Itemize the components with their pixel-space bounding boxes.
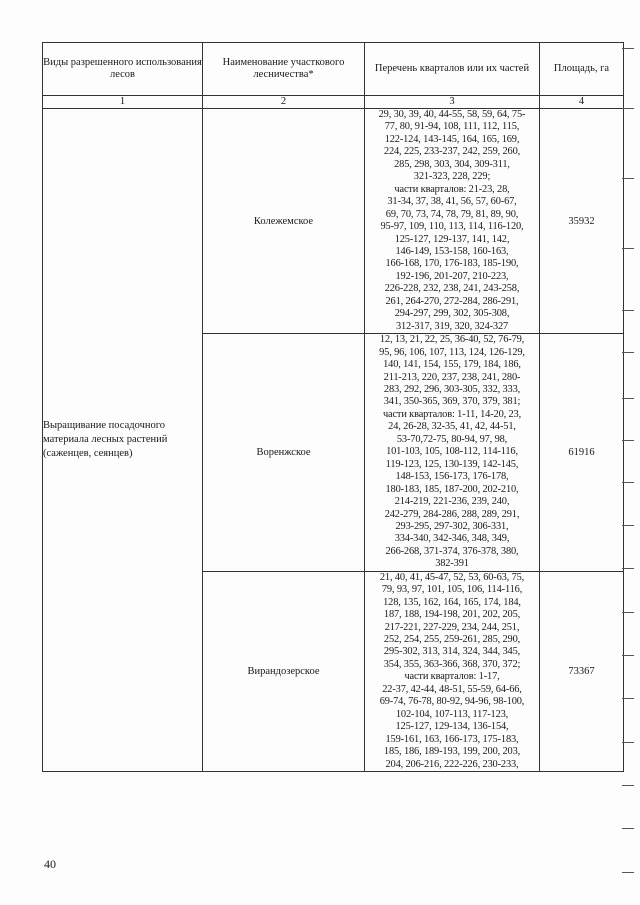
margin-tick [622,178,634,179]
quarter-line: 295-302, 313, 314, 324, 344, 345, [383,646,521,658]
quarter-line: 185, 186, 189-193, 199, 200, 203, [383,746,521,758]
quarter-line: части кварталов: 1-17, [404,671,500,683]
header-area: Площадь, га [540,43,624,96]
column-number-4: 4 [540,96,624,109]
margin-tick [622,698,634,699]
quarter-line: 293-295, 297-302, 306-331, [395,520,509,532]
margin-tick [622,612,634,613]
quarter-line: 192-196, 201-207, 210-223, [395,270,509,282]
quarter-line: 148-153, 156-173, 176-178, [395,471,509,483]
quarter-line: 140, 141, 154, 155, 179, 184, 186, [383,359,521,371]
quarter-line: 211-213, 220, 237, 238, 241, 280- [383,371,521,383]
header-forestry: Наименование участкового лесничества* [203,43,365,96]
quarter-line: 24, 26-28, 32-35, 41, 42, 44-51, [388,421,516,433]
quarters-list [365,571,540,771]
quarter-line: 77, 80, 91-94, 108, 111, 112, 115, [384,121,520,133]
quarter-line: 31-34, 37, 38, 41, 56, 57, 60-67, [387,196,517,208]
quarter-line: 214-219, 221-236, 239, 240, [394,496,510,508]
quarter-line: 224, 225, 233-237, 242, 259, 260, [383,146,521,158]
quarter-line: 252, 254, 255, 259-261, 285, 290, [383,634,521,646]
quarter-line: 261, 264-270, 272-284, 286-291, [385,295,519,307]
margin-tick [622,655,634,656]
quarter-line: 294-297, 299, 302, 305-308, [394,308,510,320]
quarter-line: 354, 355, 363-366, 368, 370, 372; [383,658,521,670]
quarter-line: 53-70,72-75, 80-94, 97, 98, [396,433,508,445]
quarter-line: 95, 96, 106, 107, 113, 124, 126-129, [379,346,525,358]
quarter-line: части кварталов: 21-23, 28, [394,183,510,195]
quarter-line: 341, 350-365, 369, 370, 379, 381; [383,396,521,408]
quarter-line: 382-391 [435,558,469,570]
area-value: 35932 [540,109,624,334]
margin-tick [622,785,634,786]
allowed-uses-table [42,42,624,772]
margin-tick [622,568,634,569]
quarter-line: 242-279, 284-286, 288, 289, 291, [384,508,520,520]
margin-tick [622,248,634,249]
quarter-line: 125-127, 129-137, 141, 142, [394,233,510,245]
quarter-line: 204, 206-216, 222-226, 230-233, [385,758,519,770]
quarter-line: 69-74, 76-78, 80-92, 94-96, 98-100, [379,696,525,708]
quarter-line: 12, 13, 21, 22, 25, 36-40, 52, 76-79, [379,334,525,346]
quarter-line: 217-221, 227-229, 234, 244, 251, [384,621,520,633]
quarter-line: 159-161, 163, 166-173, 175-183, [385,733,519,745]
margin-tick [622,872,634,873]
quarters-list [365,334,540,572]
header-use-type: Виды разрешенного использования лесов [43,43,203,96]
margin-tick [622,525,634,526]
forestry-name: Вирандозерское [203,571,365,771]
column-number-1: 1 [43,96,203,109]
margin-tick [622,482,634,483]
margin-tick [622,48,634,49]
margin-tick [622,742,634,743]
quarter-line: 95-97, 109, 110, 113, 114, 116-120, [380,221,524,233]
area-value: 73367 [540,571,624,771]
quarter-line: 166-168, 170, 176-183, 185-190, [385,258,519,270]
header-quarters: Перечень кварталов или их частей [365,43,540,96]
quarter-line: 180-183, 185, 187-200, 202-210, [385,483,519,495]
quarter-line: 283, 292, 296, 303-305, 332, 333, [383,383,521,395]
column-number-3: 3 [365,96,540,109]
area-value: 61916 [540,334,624,572]
column-number-row [43,96,624,109]
margin-tick [622,398,634,399]
quarter-line: 128, 135, 162, 164, 165, 174, 184, [383,596,521,608]
quarter-line: 312-317, 319, 320, 324-327 [395,320,509,332]
quarter-line: 321-323, 228, 229; [413,171,491,183]
quarter-line: 29, 30, 39, 40, 44-55, 58, 59, 64, 75- [378,109,526,120]
table-header-row [43,43,624,96]
quarter-line: 285, 298, 303, 304, 309-311, [394,158,510,170]
quarter-line: части кварталов: 1-11, 14-20, 23, [382,408,522,420]
quarter-line: 119-123, 125, 130-139, 142-145, [385,458,519,470]
column-number-2: 2 [203,96,365,109]
table-row-kolezhemskoe [43,109,624,334]
quarter-line: 334-340, 342-346, 348, 349, [394,533,510,545]
margin-tick [622,352,634,353]
quarter-line: 266-268, 371-374, 376-378, 380, [385,545,519,557]
quarter-line: 226-228, 232, 238, 241, 243-258, [384,283,520,295]
quarter-line: 69, 70, 73, 74, 78, 79, 81, 89, 90, [385,208,519,220]
quarter-line: 102-104, 107-113, 117-123, [395,708,509,720]
quarter-line: 22-37, 42-44, 48-51, 55-59, 64-66, [382,683,522,695]
quarter-line: 187, 188, 194-198, 201, 202, 205, [383,609,521,621]
quarter-line: 122-124, 143-145, 164, 165, 169, [384,133,520,145]
margin-tick [622,310,634,311]
margin-tick [622,828,634,829]
page-number: 40 [44,857,56,871]
quarters-list [365,109,540,334]
use-type-cell: Выращивание посадочного материала лесных растений (саженцев, сеянцев) [43,109,203,772]
scan-margin-marks [616,0,640,905]
forestry-name: Воренжское [203,334,365,572]
quarter-line: 146-149, 153-158, 160-163, [395,245,509,257]
forestry-name: Колежемское [203,109,365,334]
margin-tick [622,440,634,441]
quarter-line: 125-127, 129-134, 136-154, [395,721,509,733]
margin-tick [622,108,634,109]
quarter-line: 79, 93, 97, 101, 105, 106, 114-116, [381,584,523,596]
quarter-line: 101-103, 105, 108-112, 114-116, [386,446,518,458]
quarter-line: 21, 40, 41, 45-47, 52, 53, 60-63, 75, [379,571,525,583]
